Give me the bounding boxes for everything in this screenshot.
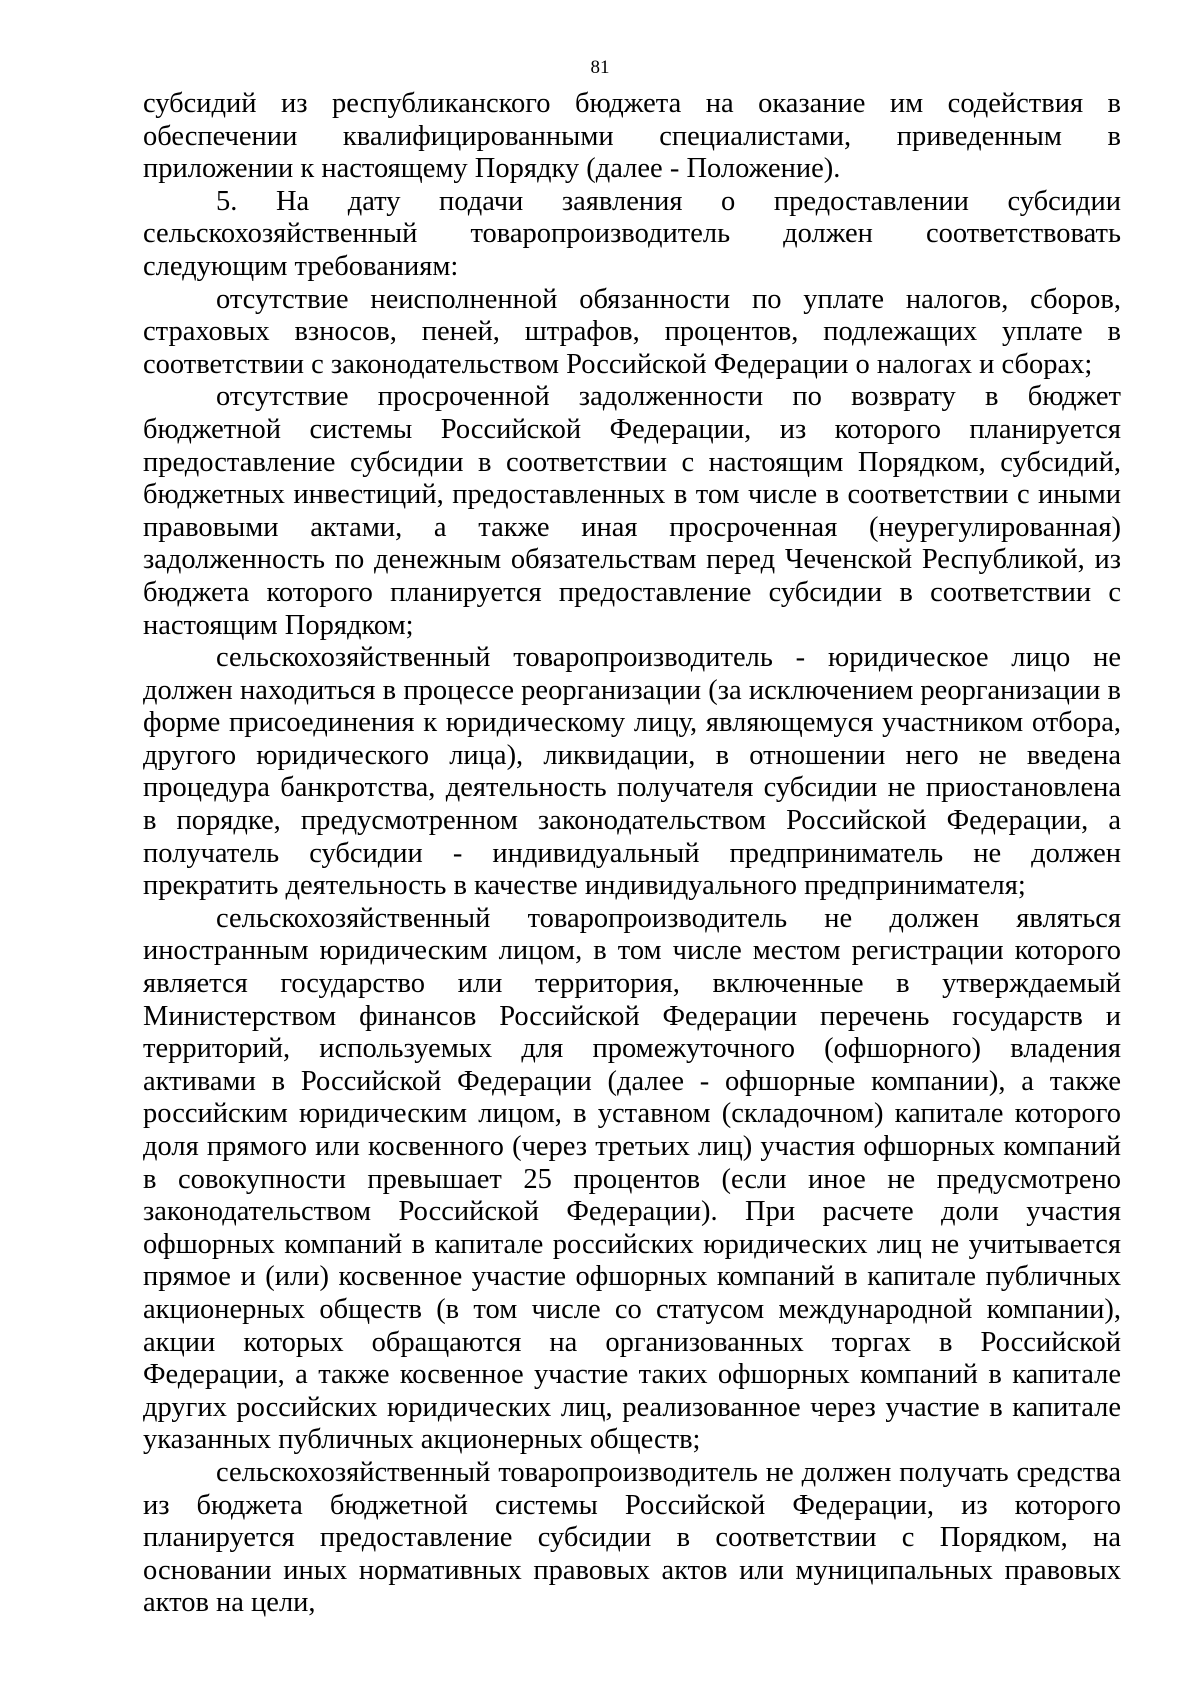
paragraph-requirement-offshore: сельскохозяйственный товаропроизводитель не должен являться иностранным юридическим лицом, в том числе местом регистрации которого является государство или территория, включенные в утверждаемый Министерством финансов Российской Федерации перечень государств и территорий, используемых для промежуточного (офшорного) владения активами в Российской Федерации (далее - офшорные компании), а также российским юридическим лицом, в уставном (складочном) капитале которого доля прямого или косвенного (через третьих лиц) участия офшорных компаний в совокупности превышает 25 процентов (если иное не предусмотрено законодательством Российской Федерации). При расчете доли участия офшорных компаний в капитале российских юридических лиц не учитывается прямое и (или) косвенное участие офшорных компаний в капитале публичных акционерных обществ (в том числе со статусом международной компании), акции которых обращаются на организованных торгах в Российской Федерации, а также косвенное участие таких офшорных компаний в капитале других российских юридических лиц, реализованное через участие в капитале указанных публичных акционерных обществ; xyxy=(143,902,1121,1456)
paragraph-requirement-taxes: отсутствие неисполненной обязанности по уплате налогов, сборов, страховых взносов, пеней, штрафов, процентов, подлежащих уплате в соответствии с законодательством Российской Федерации о налогах и сборах; xyxy=(143,283,1121,380)
page-number: 81 xyxy=(590,57,610,78)
paragraph-requirement-other-funding: сельскохозяйственный товаропроизводитель не должен получать средства из бюджета бюджетной системы Российской Федерации, из которого планируется предоставление субсидии в соответствии с Порядком, на основании иных нормативных правовых актов или муниципальных правовых актов на цели, xyxy=(143,1456,1121,1619)
paragraph-item-5: 5. На дату подачи заявления о предоставлении субсидии сельскохозяйственный товаропроизводитель должен соответствовать следующим требованиям: xyxy=(143,185,1121,282)
paragraph-continuation: субсидий из республиканского бюджета на оказание им содействия в обеспечении квалифицированными специалистами, приведенным в приложении к настоящему Порядку (далее - Положение). xyxy=(143,88,1121,185)
paragraph-requirement-reorganization: сельскохозяйственный товаропроизводитель - юридическое лицо не должен находиться в процессе реорганизации (за исключением реорганизации в форме присоединения к юридическому лицу, являющемуся участником отбора, другого юридического лица), ликвидации, в отношении него не введена процедура банкротства, деятельность получателя субсидии не приостановлена в порядке, предусмотренном законодательством Российской Федерации, а получатель субсидии - индивидуальный предприниматель не должен прекратить деятельность в качестве индивидуального предпринимателя; xyxy=(143,642,1121,902)
document-body xyxy=(143,88,1121,1620)
paragraph-requirement-debts: отсутствие просроченной задолженности по возврату в бюджет бюджетной системы Российской Федерации, из которого планируется предоставление субсидии в соответствии с настоящим Порядком, субсидий, бюджетных инвестиций, предоставленных в том числе в соответствии с иными правовыми актами, а также иная просроченная (неурегулированная) задолженность по денежным обязательствам перед Чеченской Республикой, из бюджета которого планируется предоставление субсидии в соответствии с настоящим Порядком; xyxy=(143,381,1121,641)
